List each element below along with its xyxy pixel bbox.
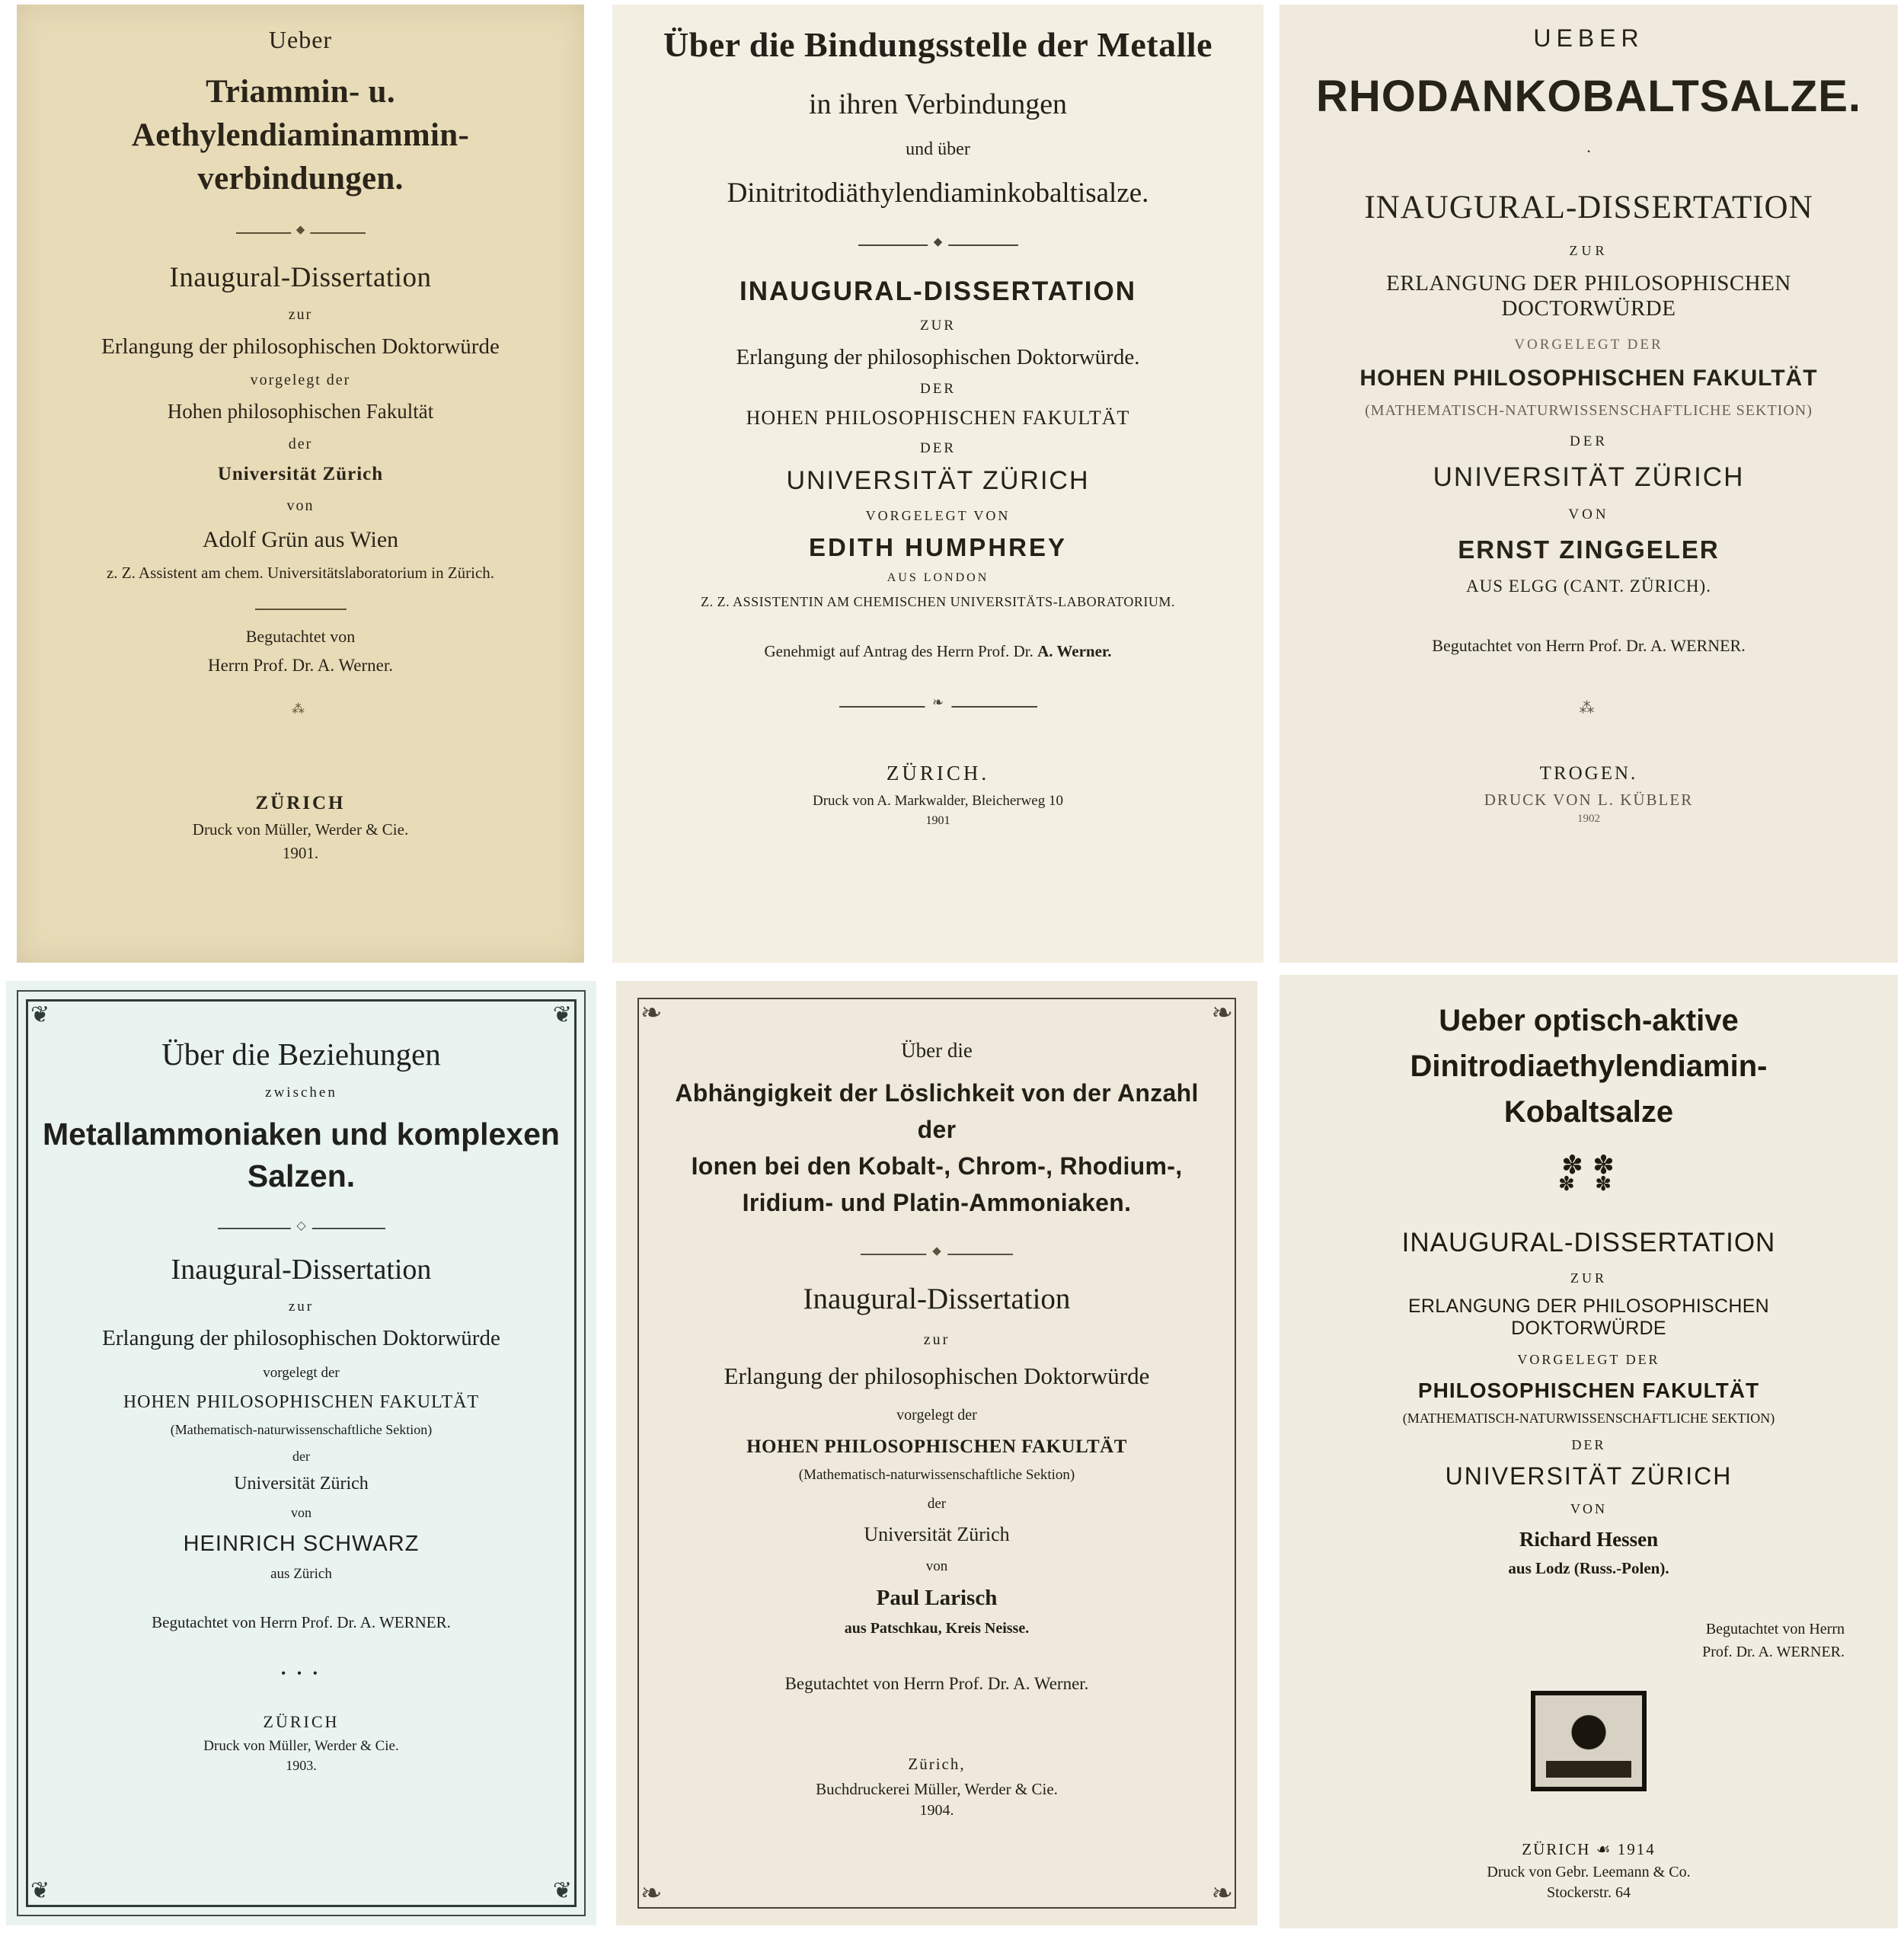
page6-inaugural: INAUGURAL-DISSERTATION bbox=[1401, 1227, 1776, 1257]
page2-title-line-3: und über bbox=[906, 139, 970, 159]
page2-title-line-1: Über die Bindungsstelle der Metalle bbox=[663, 25, 1213, 64]
title-page-bindungsstelle bbox=[612, 5, 1263, 963]
page5-author: Paul Larisch bbox=[876, 1586, 998, 1610]
page4-year: 1903. bbox=[286, 1757, 317, 1773]
page1-reviewer: Herrn Prof. Dr. A. Werner. bbox=[207, 656, 393, 676]
grid-cell-3 bbox=[1273, 0, 1904, 969]
page4-between: zwischen bbox=[265, 1085, 337, 1101]
page4-degree: Erlangung der philosophischen Doktorwürde bbox=[102, 1325, 500, 1350]
page5-degree: Erlangung der philosophischen Doktorwürde bbox=[724, 1363, 1150, 1389]
page3-university: UNIVERSITÄT ZÜRICH bbox=[1433, 462, 1745, 492]
title-page-beziehungen bbox=[6, 981, 596, 1925]
page4-von: von bbox=[291, 1504, 311, 1520]
title-page-triammin bbox=[17, 5, 584, 963]
title-page-optisch-aktive bbox=[1279, 975, 1898, 1928]
page4-inaugural: Inaugural-Dissertation bbox=[171, 1253, 432, 1286]
page6-ornament-row-2: ✽ ✽ bbox=[1557, 1172, 1620, 1195]
page1-submitted: vorgelegt der bbox=[250, 372, 351, 389]
page5-corner-ornament-icon-tl: ❧ bbox=[641, 999, 663, 1027]
page2-author: EDITH HUMPHREY bbox=[808, 533, 1068, 561]
page5-inaugural: Inaugural-Dissertation bbox=[803, 1283, 1071, 1315]
page6-faculty: PHILOSOPHISCHEN FAKULTÄT bbox=[1417, 1378, 1760, 1402]
page2-title-line-4: Dinitritodiäthylendiaminkobaltisalze. bbox=[727, 177, 1149, 209]
page6-title bbox=[1328, 998, 1849, 1135]
page4-imprint bbox=[43, 1712, 560, 1774]
page2-year: 1901 bbox=[925, 814, 950, 827]
page4-section: (Mathematisch-naturwissenschaftliche Sektion) bbox=[170, 1421, 433, 1437]
page3-origin: AUS ELGG (CANT. ZÜRICH). bbox=[1466, 577, 1711, 596]
page2-origin: AUS LONDON bbox=[887, 571, 989, 584]
page4-faculty: HOHEN PHILOSOPHISCHEN FAKULTÄT bbox=[123, 1391, 480, 1412]
page3-title: RHODANKOBALTSALZE. bbox=[1315, 72, 1862, 121]
page5-title-line-3: Iridium- und Platin-Ammoniaken. bbox=[742, 1189, 1132, 1216]
page6-reviewed-line-2: Prof. Dr. A. WERNER. bbox=[1702, 1643, 1845, 1660]
page1-university: Universität Zürich bbox=[217, 464, 384, 485]
page4-reviewed: Begutachtet von Herrn Prof. Dr. A. WERNER. bbox=[152, 1612, 451, 1631]
page5-corner-ornament-icon-bl: ❧ bbox=[641, 1880, 663, 1908]
page1-title bbox=[59, 71, 541, 200]
page6-reviewed bbox=[1328, 1618, 1849, 1663]
grid-cell-4 bbox=[0, 969, 599, 1933]
page4-submitted: vorgelegt der bbox=[263, 1364, 340, 1381]
page4-ornament-icon: • • • bbox=[281, 1665, 321, 1681]
page2-approval bbox=[649, 642, 1227, 661]
page3-von: VON bbox=[1568, 506, 1609, 522]
page3-ueber: UEBER bbox=[1533, 24, 1644, 52]
page1-inaugural: Inaugural-Dissertation bbox=[169, 262, 432, 294]
page5-von: von bbox=[925, 1558, 948, 1574]
page6-printer: Druck von Gebr. Leemann & Co. bbox=[1487, 1863, 1691, 1880]
page1-ornament-icon: ⁂ bbox=[292, 701, 309, 717]
page1-zur: zur bbox=[288, 306, 313, 324]
page3-der: DER bbox=[1570, 433, 1608, 449]
page5-reviewed: Begutachtet von Herrn Prof. Dr. A. Werner. bbox=[784, 1674, 1089, 1693]
page6-reviewed-line-1: Begutachtet von Herrn bbox=[1705, 1620, 1845, 1637]
page1-author: Adolf Grün aus Wien bbox=[202, 527, 399, 553]
page5-title-line-1: Abhängigkeit der Löslichkeit von der Anzahl der bbox=[675, 1079, 1199, 1143]
page2-approval-text: Genehmigt auf Antrag des Herrn Prof. Dr. bbox=[764, 642, 1038, 660]
page2-faculty: HOHEN PHILOSOPHISCHEN FAKULTÄT bbox=[746, 407, 1130, 429]
page3-reviewed: Begutachtet von Herrn Prof. Dr. A. WERNER. bbox=[1432, 636, 1746, 655]
page1-affiliation: z. Z. Assistent am chem. Universitätslaboratorium in Zürich. bbox=[106, 564, 495, 583]
page5-imprint bbox=[662, 1755, 1212, 1820]
page5-year: 1904. bbox=[919, 1802, 954, 1819]
page1-von: von bbox=[286, 497, 315, 515]
page5-divider-ornament bbox=[861, 1250, 1013, 1259]
page6-city-year: ZÜRICH ☙ 1914 bbox=[1522, 1839, 1656, 1858]
page3-printer: DRUCK VON L. KÜBLER bbox=[1484, 791, 1694, 809]
page1-city: ZÜRICH bbox=[255, 793, 346, 814]
title-page-loeslichkeit bbox=[616, 981, 1257, 1925]
page5-university: Universität Zürich bbox=[864, 1523, 1010, 1545]
page5-zur: zur bbox=[923, 1331, 950, 1348]
page5-submitted: vorgelegt der bbox=[896, 1407, 977, 1423]
page1-printer: Druck von Müller, Werder & Cie. bbox=[192, 820, 409, 839]
page4-printer: Druck von Müller, Werder & Cie. bbox=[203, 1737, 399, 1754]
page3-imprint bbox=[1311, 763, 1866, 826]
page4-title-line-2: Metallammoniaken und komplexen bbox=[43, 1117, 560, 1152]
page6-imprint bbox=[1328, 1840, 1849, 1902]
page6-degree: ERLANGUNG DER PHILOSOPHISCHEN DOKTORWÜRDE bbox=[1407, 1295, 1770, 1339]
page1-imprint bbox=[59, 793, 541, 863]
page3-ornament-icon: ⁂ bbox=[1579, 700, 1599, 717]
page1-title-line-1: Triammin- u. Aethylendiaminammin- bbox=[131, 74, 470, 153]
page6-section: (MATHEMATISCH-NATURWISSENSCHAFTLICHE SEKTION) bbox=[1402, 1410, 1775, 1426]
page3-degree: ERLANGUNG DER PHILOSOPHISCHEN DOCTORWÜRDE bbox=[1386, 271, 1791, 321]
page2-ornament-icon bbox=[839, 701, 1037, 713]
page6-ornament-row-1: ✽ ✽ bbox=[1561, 1152, 1616, 1180]
page4-divider-ornament bbox=[218, 1224, 385, 1233]
page6-zur: ZUR bbox=[1570, 1270, 1607, 1286]
page4-city: ZÜRICH bbox=[263, 1711, 340, 1731]
page5-corner-ornament-icon-tr: ❧ bbox=[1211, 999, 1233, 1027]
page5-city: Zürich, bbox=[908, 1755, 966, 1773]
page4-author: HEINRICH SCHWARZ bbox=[183, 1531, 420, 1556]
page1-degree: Erlangung der philosophischen Doktorwürde bbox=[101, 334, 500, 359]
page1-ueber: Ueber bbox=[268, 26, 333, 53]
page3-submitted: VORGELEGT DER bbox=[1514, 337, 1663, 353]
page6-von: VON bbox=[1570, 1500, 1607, 1516]
grid-cell-6 bbox=[1273, 969, 1904, 1933]
page4-corner-ornament-icon-tl: ❦ bbox=[30, 1002, 50, 1027]
grid-cell-2 bbox=[599, 0, 1273, 969]
page1-divider-line bbox=[255, 609, 347, 610]
page4-zur: zur bbox=[288, 1298, 315, 1315]
page4-origin: aus Zürich bbox=[270, 1565, 332, 1582]
page4-corner-ornament-icon-tr: ❦ bbox=[552, 1002, 572, 1027]
page6-printer-crest-icon bbox=[1531, 1691, 1647, 1791]
grid-cell-5 bbox=[599, 969, 1273, 1933]
page6-author: Richard Hessen bbox=[1519, 1527, 1659, 1551]
page1-faculty: Hohen philosophischen Fakultät bbox=[167, 400, 434, 423]
page3-year: 1902 bbox=[1577, 813, 1600, 825]
page3-city: TROGEN. bbox=[1539, 763, 1638, 784]
page5-ueber: Über die bbox=[901, 1039, 973, 1062]
page5-section: (Mathematisch-naturwissenschaftliche Sektion) bbox=[798, 1467, 1075, 1483]
page6-university: UNIVERSITÄT ZÜRICH bbox=[1445, 1462, 1733, 1490]
page2-affiliation: Z. Z. ASSISTENTIN AM CHEMISCHEN UNIVERSITÄTS-LABORATORIUM. bbox=[701, 594, 1175, 609]
page2-imprint bbox=[649, 762, 1227, 828]
page1-reviewed-label: Begutachtet von bbox=[245, 627, 356, 647]
page6-origin: aus Lodz (Russ.-Polen). bbox=[1508, 1558, 1669, 1577]
page6-der: DER bbox=[1571, 1436, 1606, 1452]
page4-university: Universität Zürich bbox=[234, 1473, 369, 1494]
grid-cell-1 bbox=[0, 0, 599, 969]
page6-title-line-2: Dinitrodiaethylendiamin- bbox=[1410, 1050, 1768, 1083]
page3-author: ERNST ZINGGELER bbox=[1458, 535, 1720, 564]
page2-der-2: DER bbox=[920, 440, 956, 456]
page2-degree: Erlangung der philosophischen Doktorwürde. bbox=[736, 345, 1140, 369]
page4-corner-ornament-icon-bl: ❦ bbox=[30, 1878, 50, 1903]
page3-inaugural: INAUGURAL-DISSERTATION bbox=[1364, 190, 1813, 225]
page1-year: 1901. bbox=[282, 844, 319, 863]
page6-submitted: VORGELEGT DER bbox=[1517, 1351, 1660, 1367]
page5-der: der bbox=[927, 1496, 947, 1512]
page5-title bbox=[662, 1075, 1212, 1221]
page2-university: UNIVERSITÄT ZÜRICH bbox=[786, 466, 1090, 495]
page3-dot-ornament-icon: · bbox=[1586, 142, 1592, 161]
page5-origin: aus Patschkau, Kreis Neisse. bbox=[844, 1620, 1030, 1637]
page5-printer: Buchdruckerei Müller, Werder & Cie. bbox=[816, 1780, 1058, 1798]
page1-title-line-2: verbindungen. bbox=[197, 160, 404, 196]
page2-der-1: DER bbox=[920, 381, 956, 397]
page4-title-line-3: Salzen. bbox=[247, 1158, 356, 1194]
page5-faculty: HOHEN PHILOSOPHISCHEN FAKULTÄT bbox=[746, 1436, 1127, 1457]
page3-zur: ZUR bbox=[1569, 243, 1608, 258]
page2-title-line-2: in ihren Verbindungen bbox=[808, 88, 1068, 120]
page6-ornament-icon bbox=[1328, 1152, 1849, 1195]
page6-title-line-1: Ueber optisch-aktive bbox=[1439, 1004, 1739, 1037]
page2-city: ZÜRICH. bbox=[886, 762, 990, 784]
page2-submitted: VORGELEGT VON bbox=[865, 508, 1011, 523]
page6-address: Stockerstr. 64 bbox=[1547, 1883, 1631, 1901]
page2-zur: ZUR bbox=[920, 318, 956, 334]
page6-title-line-3: Kobaltsalze bbox=[1503, 1095, 1674, 1129]
title-page-rhodankobaltsalze bbox=[1279, 5, 1898, 963]
page4-title-line-1: Über die Beziehungen bbox=[161, 1037, 441, 1072]
page5-corner-ornament-icon-br: ❧ bbox=[1211, 1880, 1233, 1908]
page4-corner-ornament-icon-br: ❦ bbox=[552, 1878, 572, 1903]
page1-der: der bbox=[288, 436, 313, 453]
page3-section: (MATHEMATISCH-NATURWISSENSCHAFTLICHE SEKTION) bbox=[1365, 402, 1813, 419]
page4-der: der bbox=[292, 1448, 310, 1464]
page5-title-line-2: Ionen bei den Kobalt-, Chrom-, Rhodium-, bbox=[691, 1152, 1183, 1180]
page4-title-main bbox=[43, 1113, 560, 1198]
page2-inaugural: INAUGURAL-DISSERTATION bbox=[739, 276, 1136, 306]
page1-divider-ornament bbox=[236, 228, 366, 238]
page2-printer: Druck von A. Markwalder, Bleicherweg 10 bbox=[812, 793, 1063, 809]
page2-divider-ornament bbox=[858, 240, 1018, 251]
page3-faculty: HOHEN PHILOSOPHISCHEN FAKULTÄT bbox=[1359, 366, 1818, 391]
page2-approval-name: A. Werner. bbox=[1037, 642, 1112, 660]
